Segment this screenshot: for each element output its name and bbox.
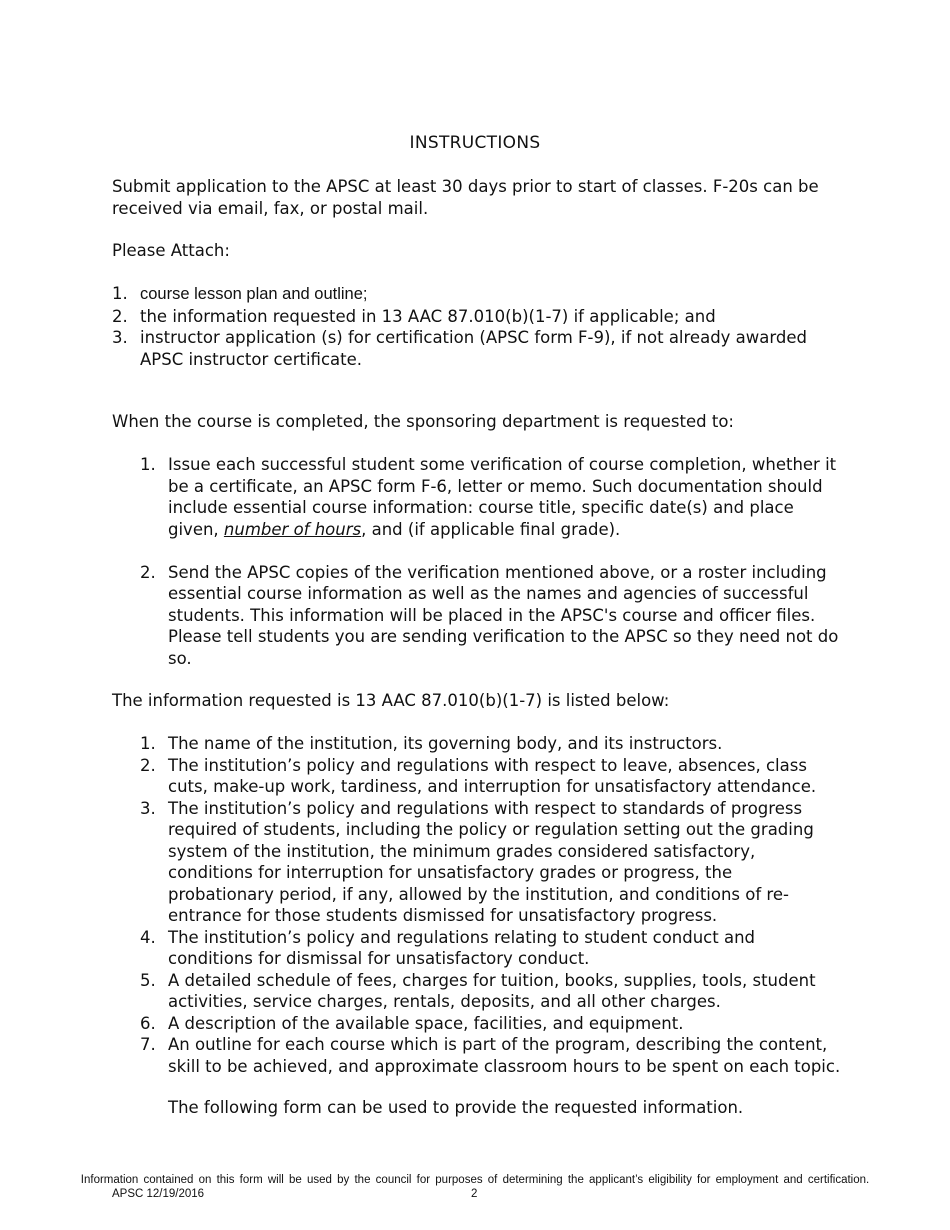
list-item [140, 454, 842, 540]
intro-paragraph: Submit application to the APSC at least 30 days prior to start of classes. F-20s can be received via email, fax, or postal mail. [112, 177, 819, 218]
list-item [112, 283, 832, 306]
completed-list [140, 454, 842, 669]
list-item [140, 970, 842, 1013]
list-text: The name of the institution, its governing body, and its instructors. [168, 734, 723, 753]
list-text: the information requested in 13 AAC 87.010(b)(1-7) if applicable; and [140, 306, 716, 326]
list-text: The institution’s policy and regulations with respect to standards of progress required of students, including the policy or regulation setting out the grading system of the institution, the minimum grades considered satisfactory, conditions for interruption for unsatisfactory grades or progress, the probationary period, if any, allowed by the institution, and conditions of re-entrance for those students dismissed for unsatisfactory progress. [168, 798, 814, 925]
list-number: 2. [112, 306, 128, 326]
list-number: 4. [140, 927, 156, 947]
list-number: 2. [140, 562, 156, 582]
list-text: course lesson plan and outline; [140, 285, 368, 303]
emphasis-text: number of hours [223, 519, 362, 539]
list-text: A description of the available space, facilities, and equipment. [168, 1013, 684, 1033]
list-number: 1. [112, 284, 128, 303]
list-text: instructor application (s) for certification (APSC form F-9), if not already awarded APSC instructor certificate. [140, 328, 807, 369]
completed-heading: When the course is completed, the sponsoring department is requested to: [112, 412, 734, 431]
requested-list [140, 733, 842, 1077]
list-number: 5. [140, 970, 156, 990]
attach-heading: Please Attach: [112, 241, 230, 260]
list-number: 6. [140, 1013, 156, 1033]
list-text: A detailed schedule of fees, charges for tuition, books, supplies, tools, student activities, service charges, rentals, deposits, and all other charges. [168, 970, 816, 1011]
list-item [140, 733, 842, 755]
list-item [140, 1034, 842, 1077]
list-text: The institution’s policy and regulations with respect to leave, absences, class cuts, make-up work, tardiness, and interruption for unsatisfactory attendance. [168, 755, 817, 796]
list-item [140, 755, 842, 798]
list-number: 1. [140, 455, 156, 474]
list-item [140, 798, 842, 927]
footer-notice: Information contained on this form will be used by the council for purposes of determining the applicant’s eligibility for employment and certification. [80, 1174, 870, 1186]
list-number: 7. [140, 1035, 156, 1054]
list-text: An outline for each course which is part of the program, describing the content, skill to be achieved, and approximate classroom hours to be spent on each topic. [168, 1035, 841, 1076]
list-number: 2. [140, 755, 156, 775]
list-text: The institution’s policy and regulations relating to student conduct and conditions for dismissal for unsatisfactory conduct. [168, 927, 756, 968]
attach-list [112, 283, 832, 370]
list-text: Send the APSC copies of the verification mentioned above, or a roster including essential course information as well as the names and agencies of successful students. This information will be placed in the APSC's course and officer files. Please tell students you are sending verification to the APSC so they need not do so. [168, 562, 839, 668]
list-item [140, 1013, 842, 1035]
list-text: , and (if applicable final grade). [361, 519, 621, 539]
page-title: INSTRUCTIONS [409, 133, 541, 153]
list-item [112, 306, 832, 328]
list-item [112, 327, 832, 370]
list-number: 3. [112, 328, 128, 347]
requested-heading: The information requested is 13 AAC 87.010(b)(1-7) is listed below: [112, 691, 670, 710]
list-number: 3. [140, 798, 156, 818]
list-item [140, 927, 842, 970]
page-number: 2 [471, 1188, 478, 1200]
list-text: Issue each successful student some verification of course completion, whether it be a certificate, an APSC form F-6, letter or memo. Such documentation should include essential course information: course title, specific date(s) and place given, [168, 455, 837, 539]
list-item [140, 562, 842, 670]
closing-paragraph: The following form can be used to provide the requested information. [168, 1098, 744, 1117]
form-code: APSC 12/19/2016 [112, 1188, 205, 1200]
list-number: 1. [140, 734, 156, 753]
